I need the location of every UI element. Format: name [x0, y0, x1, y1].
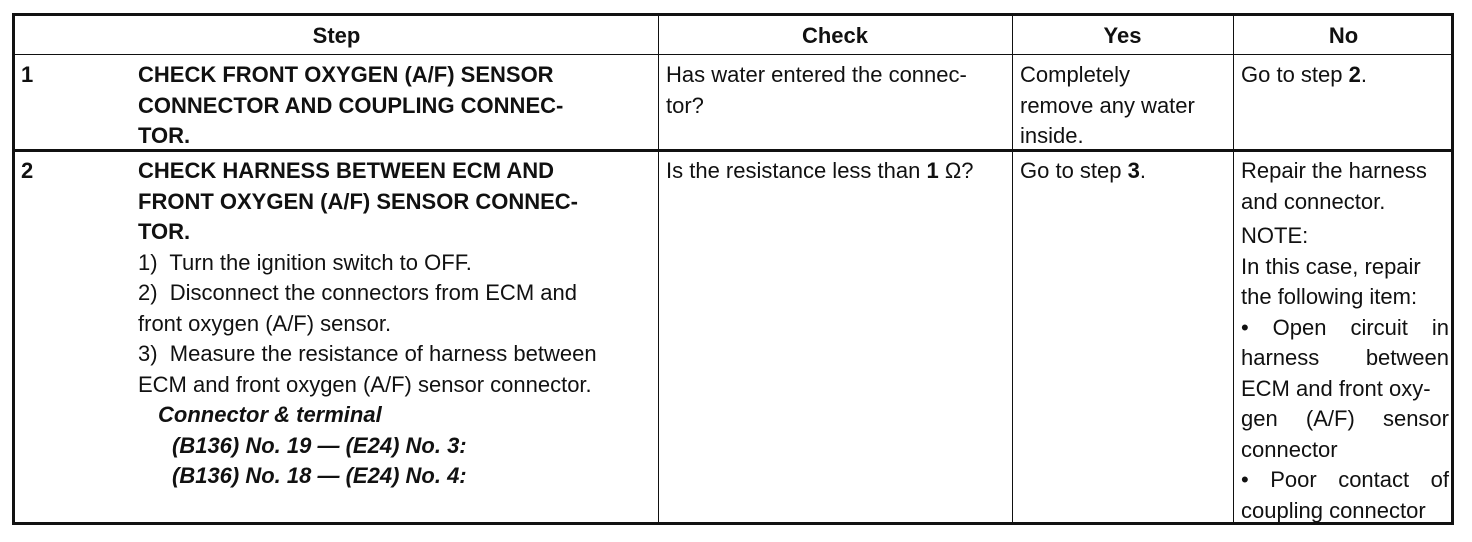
step-number: 1: [21, 62, 34, 87]
step-title-line: TOR.: [138, 123, 191, 148]
column-divider: [1012, 16, 1013, 522]
column-divider: [1233, 16, 1234, 522]
no-text: [1241, 156, 1449, 526]
terminal-line: (B136) No. 19 — (E24) No. 3:: [172, 432, 467, 458]
procedure-line: 3) Measure the resistance of harness between: [138, 341, 597, 366]
step-title-line: CHECK HARNESS BETWEEN ECM AND: [138, 158, 554, 183]
no-line: the following item:: [1241, 284, 1418, 309]
check-text: [666, 156, 974, 187]
no-line: In this case, repair: [1241, 253, 1421, 279]
check-line: tor?: [666, 92, 704, 118]
step-number: 2: [21, 158, 34, 183]
row-divider: [15, 54, 1451, 55]
no-prefix: Go to step: [1241, 62, 1349, 87]
no-line: gen (A/F) sensor: [1241, 406, 1449, 431]
no-line: • Poor contact of: [1241, 467, 1449, 492]
step-title-line: FRONT OXYGEN (A/F) SENSOR CONNEC-: [138, 188, 579, 214]
no-line: ECM and front oxy-: [1241, 375, 1431, 401]
no-line: connector: [1241, 436, 1338, 462]
header-step: Step: [312, 23, 361, 48]
step-body: [138, 156, 597, 492]
connector-label: Connector & terminal: [158, 402, 382, 427]
procedure-line: 2) Disconnect the connectors from ECM and: [138, 280, 577, 305]
terminal-line: (B136) No. 18 — (E24) No. 4:: [172, 463, 467, 488]
check-suffix: Ω?: [938, 158, 974, 183]
resistance-value: 1: [926, 158, 939, 183]
yes-line: inside.: [1020, 123, 1084, 148]
step-ref: 3: [1127, 158, 1140, 183]
yes-text: [1020, 60, 1195, 152]
yes-line: Completely: [1020, 62, 1131, 87]
step-title-line: CONNECTOR AND COUPLING CONNEC-: [138, 92, 564, 118]
column-divider: [658, 16, 659, 522]
troubleshooting-table: [12, 13, 1454, 525]
no-line: • Open circuit in: [1241, 314, 1449, 340]
yes-suffix: .: [1139, 158, 1146, 183]
header-yes: Yes: [1103, 23, 1142, 48]
no-line: harness between: [1241, 345, 1449, 370]
step-title-line: TOR.: [138, 219, 191, 244]
step-title-line: CHECK FRONT OXYGEN (A/F) SENSOR: [138, 62, 554, 87]
check-line: Has water entered the connec-: [666, 62, 967, 87]
no-suffix: .: [1360, 62, 1367, 87]
header-no: No: [1328, 23, 1359, 48]
procedure-line: 1) Turn the ignition switch to OFF.: [138, 249, 472, 275]
no-text: [1241, 60, 1367, 91]
check-prefix: Is the resistance less than: [666, 158, 927, 183]
yes-prefix: Go to step: [1020, 158, 1128, 183]
step-ref: 2: [1348, 62, 1361, 87]
step-title: [138, 60, 563, 152]
procedure-line: front oxygen (A/F) sensor.: [138, 310, 392, 336]
no-line: Repair the harness: [1241, 158, 1427, 183]
no-line: coupling connector: [1241, 497, 1426, 523]
header-check: Check: [801, 23, 869, 48]
yes-line: remove any water: [1020, 92, 1195, 118]
check-text: [666, 60, 967, 121]
no-line: and connector.: [1241, 188, 1386, 214]
note-label: NOTE:: [1241, 223, 1309, 248]
procedure-line: ECM and front oxygen (A/F) sensor connector.: [138, 371, 592, 397]
yes-text: [1020, 156, 1146, 187]
